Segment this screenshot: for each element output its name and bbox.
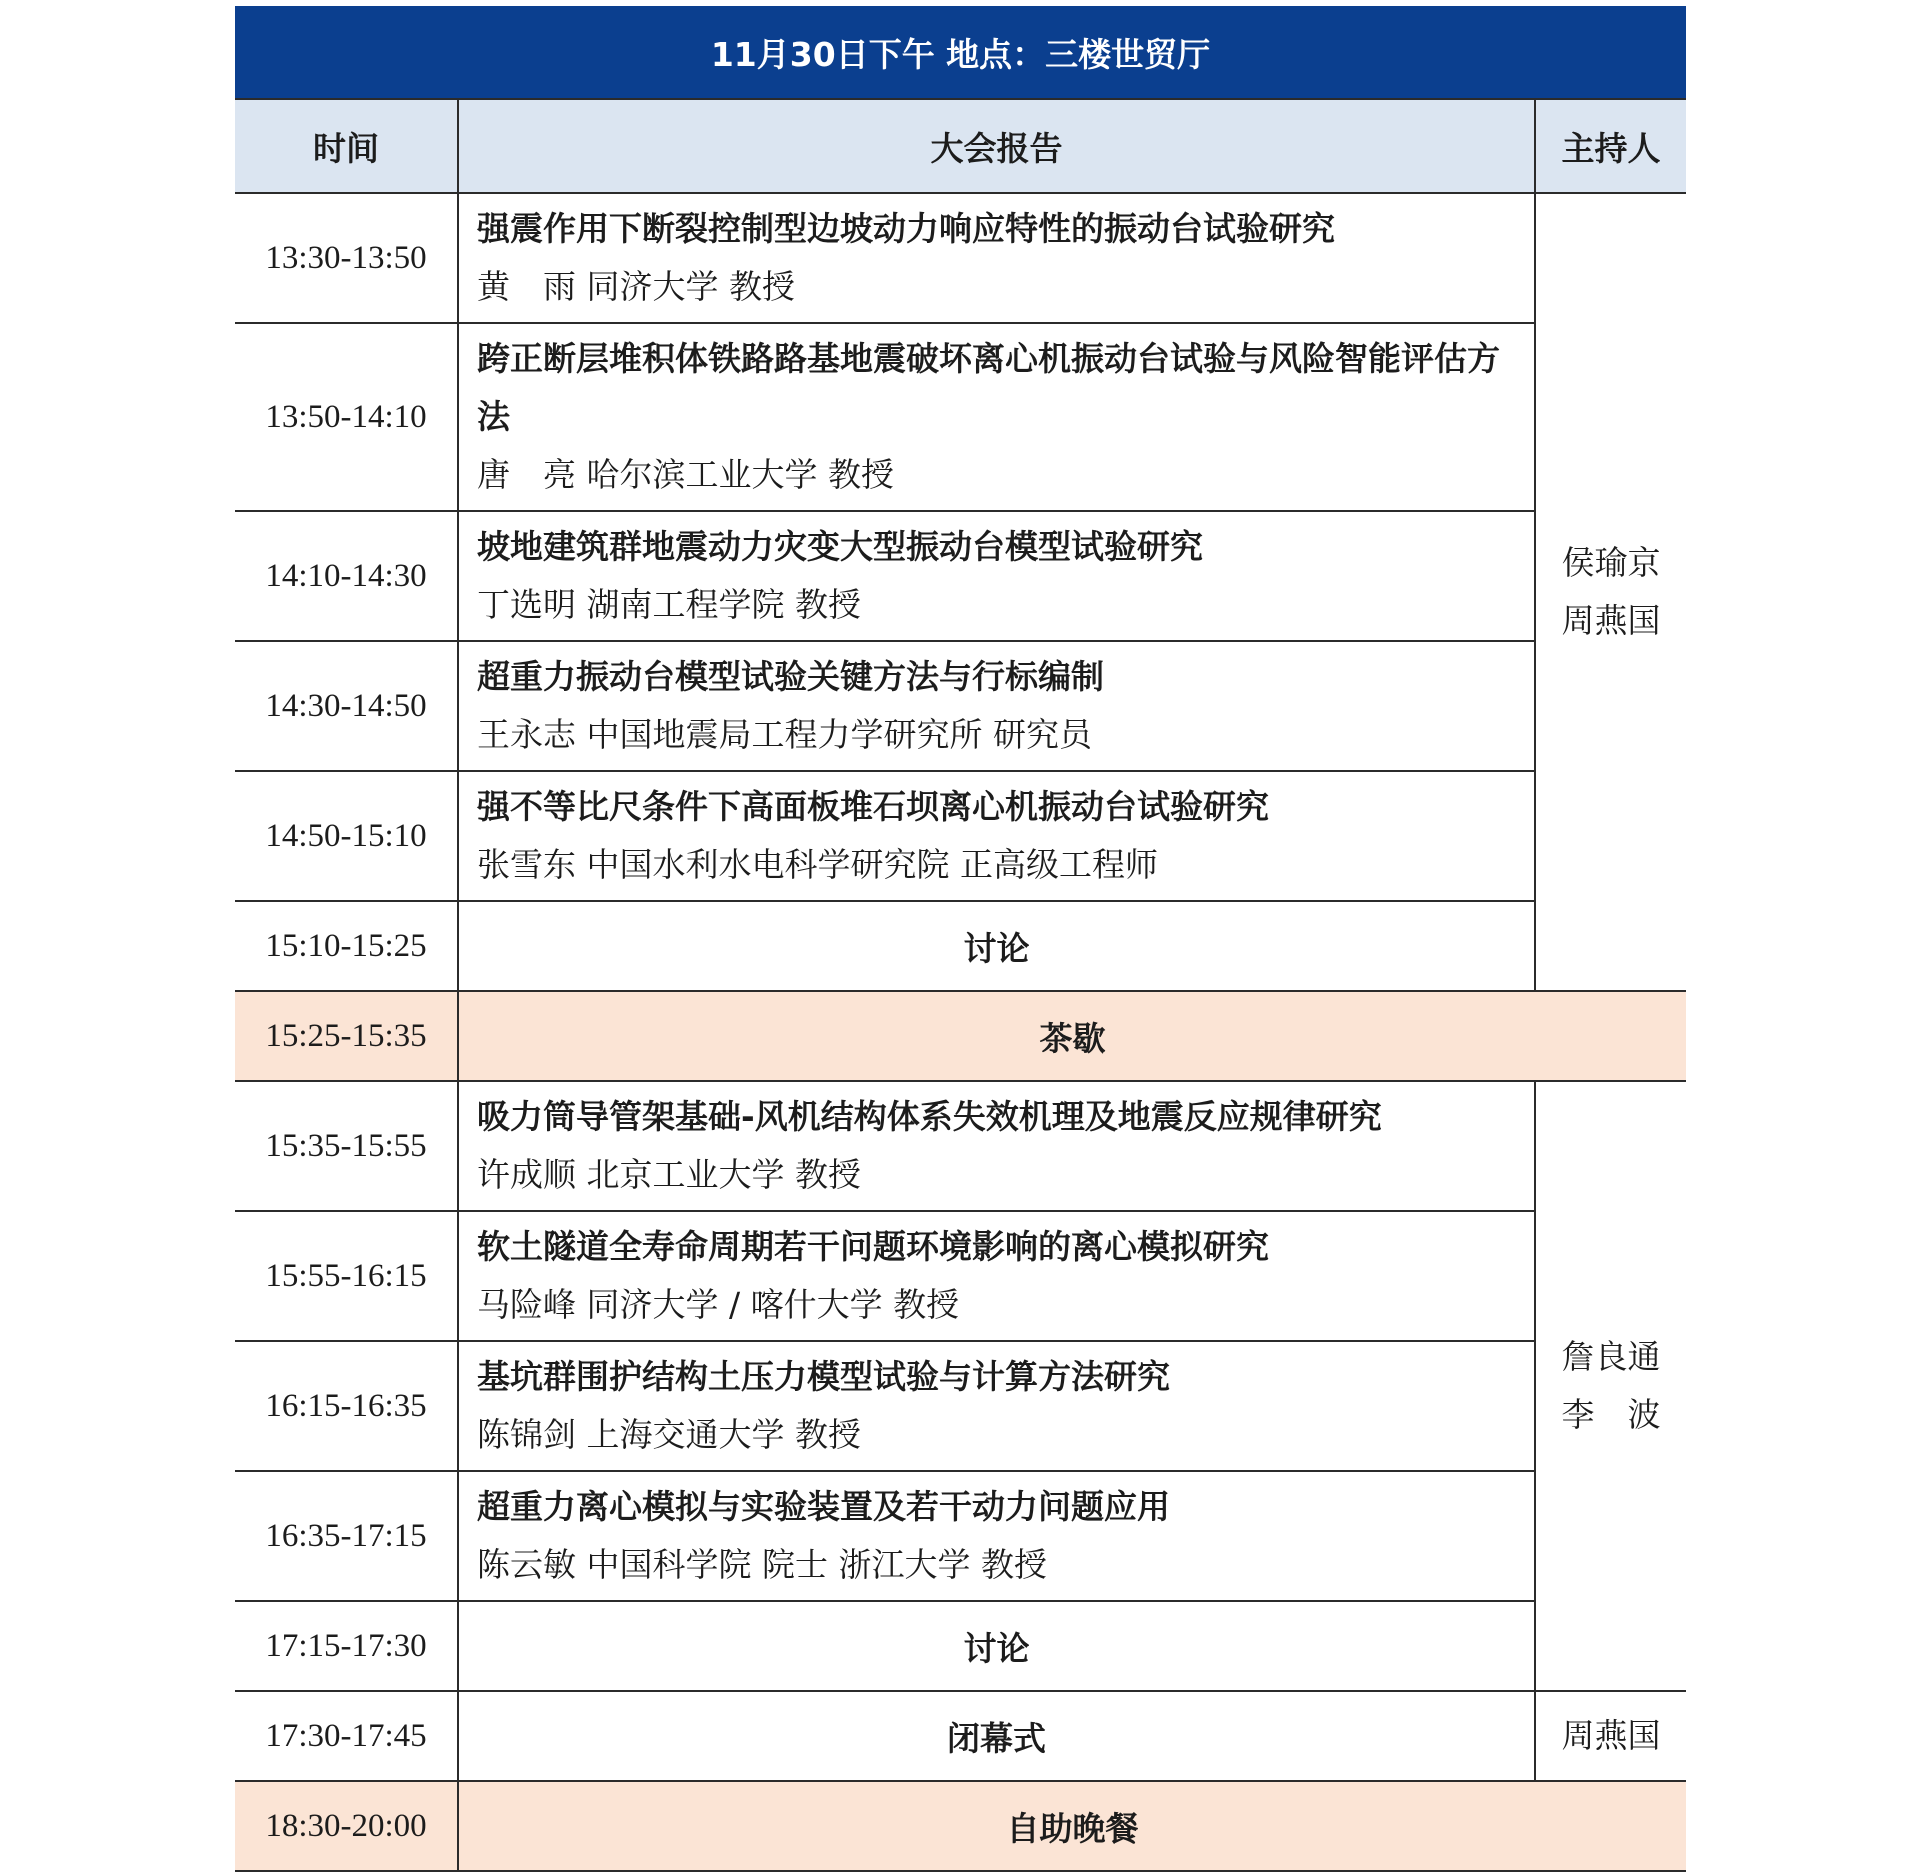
talk-speaker: 丁选明 湖南工程学院 教授 xyxy=(477,585,861,624)
break-label: 茶歇 xyxy=(458,991,1686,1081)
talk-time: 16:15-16:35 xyxy=(235,1341,458,1471)
talk-speaker: 许成顺 北京工业大学 教授 xyxy=(477,1155,861,1194)
host-name: 侯瑜京 xyxy=(1561,543,1661,582)
talk-time: 13:30-13:50 xyxy=(235,193,458,323)
dinner-time: 18:30-20:00 xyxy=(235,1781,458,1871)
talk-cell xyxy=(458,511,1535,641)
closing-label: 闭幕式 xyxy=(458,1691,1535,1781)
table-row xyxy=(235,323,1686,511)
talk-cell xyxy=(458,1341,1535,1471)
break-row xyxy=(235,991,1686,1081)
session1-hosts xyxy=(1535,193,1686,991)
table-row xyxy=(235,1211,1686,1341)
talk-title: 超重力离心模拟与实验装置及若干动力问题应用 xyxy=(477,1487,1170,1526)
talk-cell xyxy=(458,1211,1535,1341)
table-row xyxy=(235,1081,1686,1211)
session-banner-row xyxy=(235,6,1686,99)
talk-title: 跨正断层堆积体铁路路基地震破坏离心机振动台试验与风险智能评估方法 xyxy=(477,339,1500,436)
table-row xyxy=(235,1341,1686,1471)
talk-time: 16:35-17:15 xyxy=(235,1471,458,1601)
talk-title: 软土隧道全寿命周期若干问题环境影响的离心模拟研究 xyxy=(477,1227,1269,1266)
table-row xyxy=(235,771,1686,901)
closing-row xyxy=(235,1691,1686,1781)
talk-time: 14:10-14:30 xyxy=(235,511,458,641)
discussion-row xyxy=(235,1601,1686,1691)
talk-cell xyxy=(458,1471,1535,1601)
closing-time: 17:30-17:45 xyxy=(235,1691,458,1781)
talk-speaker: 陈锦剑 上海交通大学 教授 xyxy=(477,1415,861,1454)
talk-speaker: 陈云敏 中国科学院 院士 浙江大学 教授 xyxy=(477,1545,1047,1584)
talk-title: 强不等比尺条件下高面板堆石坝离心机振动台试验研究 xyxy=(477,787,1269,826)
talk-cell xyxy=(458,193,1535,323)
session-banner: 11月30日下午 地点：三楼世贸厅 xyxy=(235,6,1686,99)
header-topic: 大会报告 xyxy=(458,99,1535,193)
table-row xyxy=(235,193,1686,323)
talk-speaker: 黄 雨 同济大学 教授 xyxy=(477,267,795,306)
talk-speaker: 马险峰 同济大学 / 喀什大学 教授 xyxy=(477,1285,960,1324)
talk-title: 超重力振动台模型试验关键方法与行标编制 xyxy=(477,657,1104,696)
host-name: 周燕国 xyxy=(1561,601,1661,640)
talk-time: 14:30-14:50 xyxy=(235,641,458,771)
talk-title: 吸力筒导管架基础-风机结构体系失效机理及地震反应规律研究 xyxy=(477,1097,1382,1136)
discussion-label: 讨论 xyxy=(458,1601,1535,1691)
talk-title: 基坑群围护结构土压力模型试验与计算方法研究 xyxy=(477,1357,1170,1396)
talk-time: 15:35-15:55 xyxy=(235,1081,458,1211)
talk-speaker: 王永志 中国地震局工程力学研究所 研究员 xyxy=(477,715,1092,754)
talk-time: 14:50-15:10 xyxy=(235,771,458,901)
host-name: 李 波 xyxy=(1561,1395,1661,1434)
header-host: 主持人 xyxy=(1535,99,1686,193)
host-name: 詹良通 xyxy=(1561,1337,1661,1376)
dinner-row xyxy=(235,1781,1686,1871)
table-row xyxy=(235,1471,1686,1601)
discussion-time: 15:10-15:25 xyxy=(235,901,458,991)
talk-time: 15:55-16:15 xyxy=(235,1211,458,1341)
talk-title: 强震作用下断裂控制型边坡动力响应特性的振动台试验研究 xyxy=(477,209,1335,248)
talk-title: 坡地建筑群地震动力灾变大型振动台模型试验研究 xyxy=(477,527,1203,566)
talk-cell xyxy=(458,323,1535,511)
talk-time: 13:50-14:10 xyxy=(235,323,458,511)
discussion-time: 17:15-17:30 xyxy=(235,1601,458,1691)
talk-cell xyxy=(458,771,1535,901)
talk-speaker: 唐 亮 哈尔滨工业大学 教授 xyxy=(477,455,894,494)
closing-host: 周燕国 xyxy=(1535,1691,1686,1781)
table-row xyxy=(235,511,1686,641)
talk-cell xyxy=(458,641,1535,771)
discussion-row xyxy=(235,901,1686,991)
break-time: 15:25-15:35 xyxy=(235,991,458,1081)
column-header-row xyxy=(235,99,1686,193)
talk-speaker: 张雪东 中国水利水电科学研究院 正高级工程师 xyxy=(477,845,1158,884)
schedule-table xyxy=(235,6,1686,1872)
discussion-label: 讨论 xyxy=(458,901,1535,991)
table-row xyxy=(235,641,1686,771)
dinner-label: 自助晚餐 xyxy=(458,1781,1686,1871)
talk-cell xyxy=(458,1081,1535,1211)
session2-hosts xyxy=(1535,1081,1686,1691)
header-time: 时间 xyxy=(235,99,458,193)
